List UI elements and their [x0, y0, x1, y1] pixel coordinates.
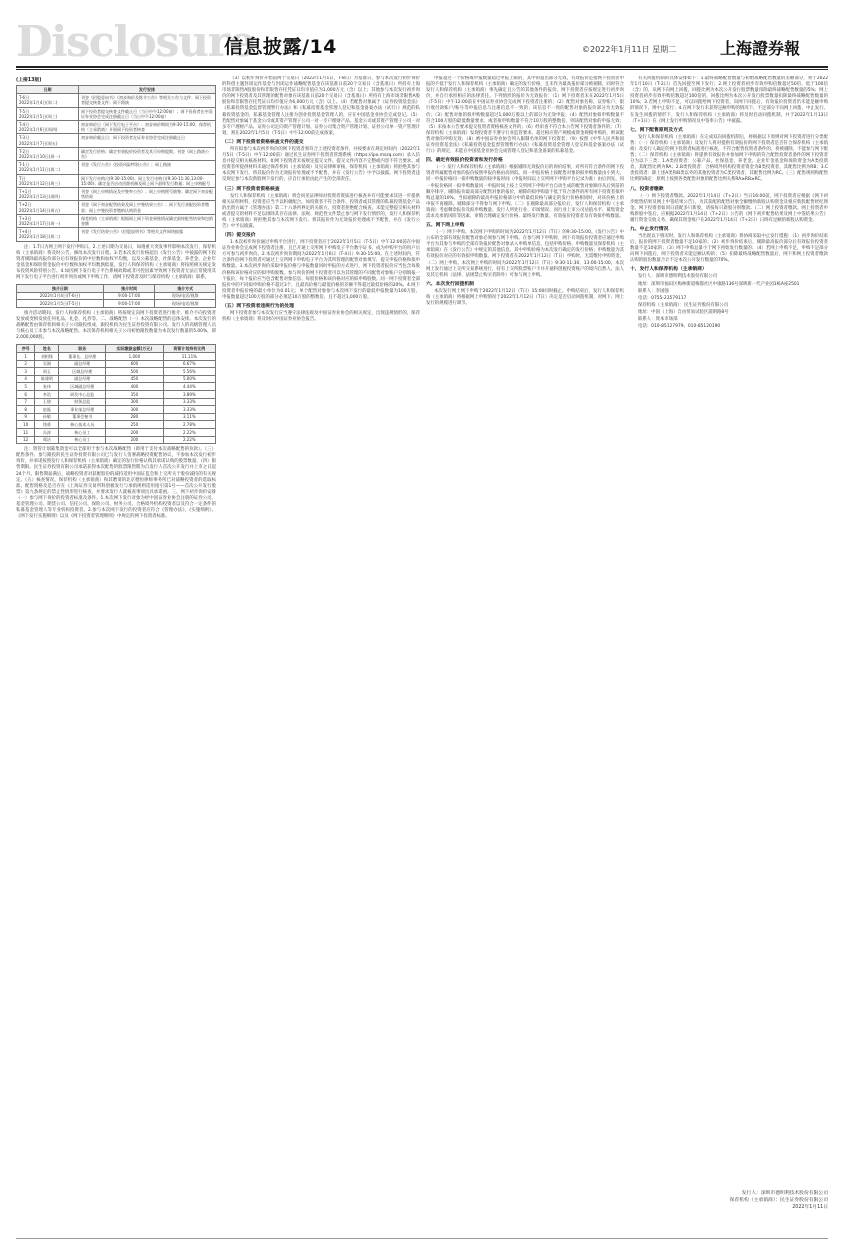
allocation-cell: 事业部总经理 [59, 406, 106, 414]
schedule-cell: T日 2022年1月12日(周三) [17, 174, 79, 187]
allocation-cell: 董事长、总经理 [59, 353, 106, 361]
col2-para-4: 1.本次初步询价通过申购平台进行，网下投资者应于2022年1月5日（T-5日）中午12:00前在中国证券业协会完成网下投资者注册，且已开通上交所网下申购电子平台数字证书，成为申购平台的用户后方可参与初步询价。2.本次初步询价期间为2022年1月6日（T-4日）9:30-15:00。在上述时间内，符合条件的网下投资者可通过上交所网下申购电子平台为其所管理的配售对象填写、提交申报价格和拟申购数量。3.本次初步询价采取申报价格与申报数量同时申报的方式进行，网下投资者报价应当包含每股价格和该价格对应的拟申购股数。参与询价的网下投资者可以为其管理的不同配售对象账户分别填报一个报价，每个报价应当包含配售对象信息、每股价格和该价格对应的拟申购股数。同一网下投资者全部报价中的不同拟申购价格不超过3个，且最高价格与最低价格的差额不得超过最低价格的20%。4.网下投资者申报价格的最小单位为0.01元；单个配售对象参与本次网下发行的最低申报数量为100万股，申报数量超过100万股的部分必须是10万股的整数倍，且不超过1,000万股。 [222, 240, 420, 300]
schedule-cell: 刊登《网下初步配售结果及网上中签结果公告》；网下发行获配投资者缴款；网上中签投资者缴纳认购资金 [79, 201, 216, 214]
footer-rule [16, 1238, 828, 1239]
issuer-phone: 电话：0755-23579117 [638, 295, 687, 301]
allocation-cell: 6 [17, 391, 35, 399]
signature-issuer: 发行人：深圳市德明利技术股份有限公司 [741, 1191, 828, 1196]
allocation-row [17, 406, 216, 414]
issuer-name: 发行人：深圳市德明利技术股份有限公司 [638, 274, 718, 280]
allocation-cell: 吴刚 [35, 360, 59, 368]
allocation-cell: 区域副总经理 [59, 383, 106, 391]
allocation-cell: 赵磊 [35, 406, 59, 414]
column-2 [222, 76, 420, 1226]
schedule-cell: 保荐机构（主承销商）根据网上网下资金到账情况确定最终配售结果和包销金额 [79, 214, 216, 227]
allocation-cell: 3.33% [163, 398, 215, 406]
roadshow-cell: 9:00-17:00 [103, 300, 155, 308]
allocation-row [17, 383, 216, 391]
schedule-row [17, 188, 216, 201]
schedule-cell: 刊登《招股意向书》《初步询价及推介公告》等相关公告与文件；网下投资者提交核查文件；网下路演 [79, 94, 216, 107]
allocation-cell: 7 [17, 398, 35, 406]
schedule-cell: T+2日 2022年1月14日(周五) [17, 201, 79, 214]
allocation-cell: 12 [17, 436, 35, 444]
col4-heading-4: 十、发行人和保荐机构（主承销商） [630, 267, 707, 273]
allocation-cell: 区域总经理 [59, 368, 106, 376]
newspaper-name: 上海證券報 [720, 39, 801, 58]
allocation-cell: 9 [17, 413, 35, 421]
alloc-col-name: 姓名 [35, 345, 59, 353]
roadshow-cell: 现场/电话/视频 [155, 300, 216, 308]
schedule-row [17, 201, 216, 214]
schedule-cell: T-5日 2022年1月5日(周三) [17, 107, 79, 120]
allocation-cell: 核心员工 [59, 429, 106, 437]
col2-heading-1: （二）网下投资者资格核查文件的提交 [222, 139, 304, 145]
allocation-cell: 5.00% [163, 375, 215, 383]
schedule-row [17, 228, 216, 241]
schedule-row [17, 134, 216, 147]
col4-para-4: 当出现以下情况时，发行人和保荐机构（主承销商）将协商采取中止发行措施：（1）初步询价结束后，报价的网下投资者数量不足10家的；（2）初步询价结束后，剔除最高报价部分后有效报价投资者数量不足10家的；（3）网下申购总量小于网下初始发行数量的；（4）若网上申购不足，申购不足部分向网下回拨后，网下投资者未能足额认购的；（5）扣除最终战略配售数量后，网下和网上投资者缴款认购的股份数量合计不足本次公开发行数量的70%。 [630, 233, 828, 264]
issuer-address: 地址：深圳市福田区梅林街道梅都社区中康路136号深圳新一代产业园1栋A座2501 [638, 281, 800, 287]
column-1 [16, 76, 216, 1226]
allocation-cell: 350 [106, 391, 164, 399]
header-rule-thin [16, 69, 828, 70]
allocation-cell: 200 [106, 429, 164, 437]
allocation-cell: 1,000 [106, 353, 164, 361]
schedule-notes: 注：1.T日为网上网下发行申购日。2.上述日期为交易日，如遇重大突发事件影响本次发行，保荐机构（主承销商）将及时公告，修改本次发行日程。3.若本次发行价格超出《发行公告》中披露的网下投资者剔除最高报价部分后有效报价的中位数和加权平均数，以及公募基金、社保基金、养老金、企业年金基金和保险资金报价中位数和加权平均数孰低值，发行人和保荐机构（主承销商）将按照相关规定发布投资风险特别公告。4.如因网下发行电子平台系统故障或非可控因素导致网下投资者无法正常使用其网下发行电子平台进行初步询价或网下申购工作，请网下投资者及时与保荐机构（主承销商）联系。 [16, 244, 216, 281]
allocation-cell: 钱勇 [35, 421, 59, 429]
allocation-cell: 核心员工 [59, 436, 106, 444]
schedule-cell: 网下发行申购日(9:30-15:00)；网上发行申购日(9:30-11:30,13:00-15:00)；确定是否启动回拨机制及网上网下最终发行数量；网上申购配号 [79, 174, 216, 187]
allocation-cell: 10 [17, 421, 35, 429]
allocation-cell: 3.33% [163, 406, 215, 414]
allocation-cell: 副总经理 [59, 360, 106, 368]
allocation-cell: 11 [17, 429, 35, 437]
allocation-cell: 财务总监 [59, 398, 106, 406]
schedule-cell: T+4日 2022年1月18日(周二) [17, 228, 79, 241]
allocation-cell: 6.67% [163, 360, 215, 368]
allocation-cell: 2 [17, 360, 35, 368]
allocation-cell: 核心技术人员 [59, 421, 106, 429]
strategic-placement-text: 推介活动期间，发行人和保荐机构（主承销商）将按规定向网下投资者进行推介，推介不向投资者发放或变相发放任何礼品、礼金、礼券等。二、战略配售（一）本次战略配售的总体安排。本次发行的战略配售由保荐机构相关子公司跟投组成，跟投机构为民生证券投资有限公司。发行人的高级管理人员与核心员工未参与本次战略配售。本次保荐机构相关子公司初始跟投数量为本次发行数量的5.00%，即2,000,000股。 [16, 311, 216, 341]
allocation-cell: 王倩 [35, 398, 59, 406]
sponsor-contact: 联系人：资本市场部 [638, 317, 678, 322]
sponsor-address: 地址：中国（上海）自由贸易试验区浦明路8号 [638, 309, 729, 315]
offline-inquiry-text: 注：资管计划募集资金可以全部用于参与本次战略配售（即用于支付本次战略配售的价款）。（三）配售条件。参与跟投的民生证券投资有限公司已与发行人签署战略投资配售协议，不参加本次发行初步询价，并承诺按照发行人和保荐机构（主承销商）确定的发行价格认购其承诺认购的股票数量。（四）限售期限。民生证券投资有限公司承诺获得本次配售的股票限售期为自发行人首次公开发行并上市之日起24个月。限售期届满后，战略投资者对获配股份的减持适用中国证监会和上交所关于股份减持的有关规定。（五）核查情况。保荐机构（主承销商）和其聘请的北京德恒律师事务所已对战略投资者的选取标准、配售资格及是否存在《上海证券交易所科创板发行与承销规则适用指引第1号——首次公开发行股票》第九条规定的禁止性情形进行核查，并要求发行人就核查事项出具承诺函。三、网下初步询价安排（一）参与网下询价的投资者标准及条件。1.本次网下发行对象为经中国证券业协会注册的证券公司、基金管理公司、期货公司、信托公司、保险公司、财务公司、合格境外机构投资者以及符合一定条件的私募基金管理人等专业机构投资者。2.参与本次网下发行的投资者应符合《管理办法》、《实施细则》、《网下发行实施细则》以及《网下投资者管理细则》中规定的网下投资者标准。 [16, 447, 216, 520]
allocation-cell: 280 [106, 413, 164, 421]
schedule-row [17, 107, 216, 120]
allocation-cell: 5.56% [163, 368, 215, 376]
allocation-cell: 300 [106, 406, 164, 414]
col4-heading-2: 八、投资者缴款 [630, 186, 664, 192]
roadshow-cell: 9:00-17:00 [103, 292, 155, 300]
col2-para-2: 所有拟参与本次初步询价的网下投资者须符合上述投资者条件，并按要求在规定时间内（2022年1月5日（T-5日）中午12:00前）通过民生证券网下投资者管理系统（https://ipo.mszq.com）录入信息并提交相关核查材料。如网下投资者未按规定提交文件、提交文件内容不完整或内容不符合要求、或投资者所提供材料未通过保荐机构（主承销商）及见证律师审核，保荐机构（主承销商）将拒绝其参与本次网下发行、将其报价作为无效报价处理或不予配售，并在《发行公告》中予以披露。网下投资者违反规定参与本次新股网下发行的，应自行承担由此产生的全部责任。 [222, 146, 420, 183]
schedule-cell: T-2日 2022年1月10日(周一) [17, 147, 79, 160]
sponsor-phone: 电话：010-85127979、010-85120190 [638, 324, 721, 330]
col2-para-3: 发行人和保荐机构（主承销商）将会同见证律师对投资者资质进行核查并有可能要求其进一步提供相关证明材料，投资者应当予以积极配合。如投资者不符合条件、投资者或其管理的私募投资基金产品的出资方属于《管理办法》第二十六条所界定的关联方、投资者拒绝配合核查、未能完整提交相关材料或者提交的材料不足以排除其存在法律、法规、规范性文件禁止参与网下发行情形的，发行人和保荐机构（主承销商）将拒绝其参与本次网下发行、将其报价作为无效报价处理或不予配售，并在《发行公告》中予以披露。 [222, 193, 420, 229]
col4-heading-1: 七、网下配售原则及方式 [630, 127, 683, 133]
schedule-table [16, 85, 216, 242]
col3-para-4: 本次发行网上网下申购于2022年1月12日（T日）15:00同时截止。申购结束后，发行人和保荐机构（主承销商）将根据网上申购情况于2022年1月12日（T日）决定是否启动回拨机制，对网下、网上发行的规模进行调节。 [426, 288, 624, 306]
col4-para-1: 有关回拨机制的具体安排如下：1.最终战略配售数量与初始战略配售数量的差额部分，将于2022年1月10日（T-2日）首先回拨至网下发行；2.网上投资者初步有效申购倍数超过50倍、低于100倍（含）的，从网下向网上回拨，回拨比例为本次公开发行股票数量扣除最终战略配售数量的5%；网上投资者初步有效申购倍数超过100倍的，回拨比例为本次公开发行股票数量扣除最终战略配售数量的10%；3.若网上申购不足，可以回拨给网下投资者，向网下回拨后，有效报价投资者仍未能足额申购的情况下，则中止发行；4.在网下发行未获得足额申购的情况下，不足部分不向网上回拨，中止发行。在发生回拨的情形下，发行人和保荐机构（主承销商）将及时启动回拨机制，并于2022年1月13日（T+1日）在《网上发行申购情况及中签率公告》中披露。 [630, 76, 828, 124]
schedule-row [17, 214, 216, 227]
sponsor-name: 保荐机构（主承销商）：民生证券股份有限公司 [638, 302, 729, 308]
allocation-cell: 冯涛 [35, 429, 59, 437]
allocation-cell: 陈建明 [35, 375, 59, 383]
col3-heading-1: 四、确定有效报价投资者和发行价格 [426, 158, 503, 164]
schedule-row [17, 147, 216, 160]
schedule-cell: T-6日 2022年1月4日(周二) [17, 94, 79, 107]
schedule-cell: 刊登《发行结果公告》《招股说明书》等相关文件网络披露 [79, 228, 216, 241]
allocation-cell: 450 [106, 375, 164, 383]
allocation-row [17, 360, 216, 368]
allocation-cell: 2.78% [163, 421, 215, 429]
allocation-cell: 300 [106, 398, 164, 406]
allocation-cell: 3 [17, 368, 35, 376]
allocation-row [17, 436, 216, 444]
allocation-row [17, 391, 216, 399]
schedule-row [17, 94, 216, 107]
roadshow-cell: 现场/电话/视频 [155, 292, 216, 300]
col2-para-1: （3）以初步询价开始前两个交易日（2022年1月1日，T-8日）为基准日，参与本次发行初步询价的科创主题封闭运作基金与封闭运作战略配售基金在该基准日前20个交易日（含基准日）所持有上海市场非限售A股股份和非限售存托凭证日均市值应为1,000万元（含）以上；其他参与本次发行初步询价的网下投资者及其管理的配售对象在该基准日前20个交易日（含基准日）所持有上海市场非限售A股股份和非限售存托凭证日均市值应为6,000万元（含）以上。（4）若配售对象属于《证券投资基金法》《私募投资基金监督管理暂行办法》和《私募投资基金管理人登记和基金备案办法（试行）》规范的私募投资基金的，私募基金管理人注册为创业投资基金管理人的，应在中国基金业协会完成登记。（5）若配售对象属于基金公司或其资产管理子公司一对一专户理财产品、基金公司或其资产管理子公司一对多专户理财产品、证券公司定向资产管理计划、证券公司集合资产管理计划、证券公司单一资产管理计划，须在2022年1月5日（T-5日）中午12:00前完成备案。 [222, 76, 420, 136]
allocation-cell: 11.11% [163, 353, 215, 361]
roadshow-col-date: 推介日期 [17, 285, 104, 293]
col2-para-5: 网下投资者参与本次发行应当遵守法律法规及中国证券业协会的相关规定，出现违规情形的，保荐机构（主承销商）将及时向中国证券业协会报告。 [222, 311, 420, 323]
allocation-cell: 4.44% [163, 383, 215, 391]
allocation-cell: 400 [106, 383, 164, 391]
header-rule [16, 66, 828, 68]
schedule-cell: 网下投资者提交核查文件截止日（当日中午12:00前）；网下投资者在中国证券业协会完成注册截止日（当日中午12:00前） [79, 107, 216, 120]
allocation-cell: 4 [17, 375, 35, 383]
column-4 [630, 76, 828, 1186]
allocation-cell: 250 [106, 421, 164, 429]
schedule-col-plan: 发行安排 [79, 86, 216, 94]
roadshow-row [17, 300, 216, 308]
allocation-row [17, 413, 216, 421]
allocation-cell: 600 [106, 360, 164, 368]
allocation-cell: 研发中心总监 [59, 391, 106, 399]
issue-date: ©2022年1月11日 星期二 [582, 45, 677, 54]
brand-logo: Disclosure [16, 17, 255, 66]
col2-heading-4: （五）网下投资者违规行为的处理 [222, 304, 294, 309]
allocation-cell: 2.22% [163, 436, 215, 444]
signature-block [634, 1190, 828, 1211]
roadshow-table [16, 284, 216, 308]
allocation-row [17, 398, 216, 406]
table-caption: (上接13版) [16, 78, 42, 83]
roadshow-col-method: 推介方式 [155, 285, 216, 293]
col4-para-2: 发行人和保荐机构（主承销商）在完成双向回拨机制后，将根据以下原则对网下投资者进行分类配售：（一）保荐机构（主承销商）及发行人将对提供有效报价的网下投资者是否符合保荐机构（主承销商）及发行人确定的网下投资者标准进行核查，不符合配售投资者条件的，将被剔除，不能参与网下配售；（二）保荐机构（主承销商）将提供有效报价并参加网下申购的符合配售投资者条件的网下投资者分为以下三类：1.A类投资者：公募产品、社保基金、养老金、企业年金基金和保险资金为A类投资者，其配售比例为RA；2.B类投资者：合格境外机构投资者资金为B类投资者，其配售比例为RB；3.C类投资者：除上述A类和B类以外的其他投资者为C类投资者，其配售比例为RC。（三）配售规则和配售比例的确定：原则上按照各类配售对象的配售比例关系RA≥RB≥RC。 [630, 134, 828, 183]
schedule-cell: T+1日 2022年1月13日(周四) [17, 188, 79, 201]
alloc-col-amount: 实际缴款金额(万元) [106, 345, 164, 353]
col2-heading-3: （四）提交报价 [222, 233, 256, 239]
allocation-cell: 8 [17, 406, 35, 414]
allocation-cell: 李浩 [35, 391, 59, 399]
schedule-col-date: 日期 [17, 86, 79, 94]
col3-heading-3: 六、本次发行回拨机制 [426, 281, 474, 287]
col3-para-3: （一）网下申购。本次网下申购的时间为2022年1月12日（T日）的9:30-15:00。《发行公告》中公布的全部有效报价配售对象必须参与网下申购。在参与网下申购时，网下有效报价投资者应通过申购平台为其参与申购的全部有效报价配售对象录入申购单信息，包括申购价格、申购数量及保荐机构（主承销商）在《发行公告》中规定的其他信息。其中申购价格为本次发行确定的发行价格；申购数量为其有效报价对应的有效拟申购数量。网下投资者在2022年1月12日（T日）申购时，无需缴付申购资金。（二）网上申购。本次网上申购的时间为2022年1月12日（T日）9:30-11:30、13:00-15:00。本次网上发行通过上交所交易系统进行，持有上交所股票账户卡并开通科创板投资账户的境内自然人、法人及其它机构（法律、法规禁止购买者除外）可参与网上申购。 [426, 230, 624, 278]
roadshow-col-time: 推介时间 [103, 285, 155, 293]
roadshow-cell: 2022年1月4日(T-6日) [17, 292, 104, 300]
allocation-cell: 3.11% [163, 413, 215, 421]
section-title: 信息披露/14 [224, 36, 337, 58]
schedule-cell: 初步询价日（网下发行电子平台）；初步询价期间为9:30-15:00；保荐机构（主承销商）开展网下投资者核查 [79, 121, 216, 134]
schedule-row [17, 121, 216, 134]
allocation-row [17, 421, 216, 429]
schedule-cell: T+3日 2022年1月17日(周一) [17, 214, 79, 227]
col2-heading-2: （三）网下投资者资格核查 [222, 186, 280, 192]
allocation-row [17, 429, 216, 437]
schedule-cell: 初步询价截止日；网下投资者在证券业协会完成注册截止日 [79, 134, 216, 147]
col3-para-1: 申报超过一个价格或申报数量超过申报上限的，其中的超出部分无效。有效报价是指网下投资者申报的不低于发行人和保荐机构（主承销商）确定的发行价格，且未作为最高报价部分被剔除，同时符合发行人和保荐机构（主承销商）事先确定且公告的其他条件的报价。网下投资者应按规定进行初步询价，并自行承担相应的法律责任。下列情形的报价为无效报价：（1）网下投资者未在2022年1月5日（T-5日）中午12:00前在中国证券业协会完成网下投资者注册的；（2）配售对象名称、证券账户、银行收付款账户/账号等申报信息与注册信息不一致的；该信息不一致的配售对象的报价部分为无效报价；（3）配售对象的拟申购数量超过1,000万股以上的部分为无效申报；（4）配售对象拟申购数量不符合100万股的最低数量要求，或者拟申购数量不符合10万股的整数倍，则该配售对象的申报无效；（5）未按本公告要求提交投资者资格核查文件的；（6）经审查不符合本公告网下投资者条件的；（7）保荐机构（主承销商）发现投资者不遵守行业监管要求、超过相应资产规模或资金规模申购的，则该配售对象的申购无效；（8）被中国证券业协会列入限制名单的网下投资者；（9）按照《中华人民共和国证券投资基金法》《私募投资基金监督管理暂行办法》《私募投资基金管理人登记和基金备案办法（试行）》的规定，未能在中国基金业协会完成管理人登记和基金备案的私募基金。 [426, 76, 624, 155]
signature-date: 2022年1月11日 [792, 1205, 828, 1210]
allocation-cell: 1 [17, 353, 35, 361]
col4-para-3: （一）网下投资者缴款。2022年1月14日（T+2日）当日16:00前，网下投资者应根据《网下初步配售结果及网上中签结果公告》，为其获配的配售对象全额缴纳新股认购资金及相应新股配售经纪佣金。网下投资者如同日获配多只新股，请按每只新股分别缴款。（二）网上投资者缴款。网上投资者申购新股中签后，应根据2022年1月14日（T+2日）公告的《网下初步配售结果及网上中签结果公告》履行资金交收义务，确保其资金账户在2022年1月14日（T+2日）日终有足额的新股认购资金。 [630, 193, 828, 223]
masthead [16, 17, 828, 66]
schedule-cell: 刊登《网上申购情况及中签率公告》；网上申购摇号抽签；确定网下初步配售结果 [79, 188, 216, 201]
allocation-row [17, 368, 216, 376]
col3-para-2: （一）发行人和保荐机构（主承销商）根据剔除无效报价后的询价结果，对所有符合条件的网下投资者所属配售对象的报价按照申报价格由高到低、同一申报价格上按配售对象的拟申购数量由小到大、同一申报价格同一拟申购数量的按申报时间（申报时间以上交所网下申购平台记录为准）由后到先、同一申报价格同一拟申购数量同一申报时间上按上交所网下申购平台自动生成的配售对象顺序从后到前的顺序排序，剔除报价最高部分配售对象的报价，剔除的拟申购量不低于符合条件的所有网下投资者拟申购总量的10%。当拟剔除的最高申报价格部分中的最低价格与确定的发行价格相同时，对该价格上的申报不再剔除。剔除部分不得参与网下申购。（二）在剔除最高部分报价后，发行人和保荐机构（主承销商）考虑剩余报价及拟申购数量、发行人所处行业、市场情况、同行业上市公司估值水平、募集资金需求及承销风险等因素，审慎合理确定发行价格、最终发行数量、有效报价投资者及有效拟申购数量。 [426, 165, 624, 219]
signature-sponsor: 保荐机构（主承销商）：民生证券股份有限公司 [729, 1198, 828, 1203]
schedule-cell: 确定发行价格；确定有效报价投资者及其可申购股数；刊登《网上路演公告》 [79, 147, 216, 160]
alloc-col-title: 职务 [59, 345, 106, 353]
schedule-cell: T-4日 2022年1月6日(周四) [17, 121, 79, 134]
schedule-cell: T-3日 2022年1月7日(周五) [17, 134, 79, 147]
column-3 [426, 76, 624, 1226]
allocation-cell: 周玉 [35, 368, 59, 376]
allocation-cell: 孙敏 [35, 413, 59, 421]
allocation-cell: 5 [17, 383, 35, 391]
issuer-contact: 联系人：李国强 [638, 288, 669, 294]
alloc-col-no: 序号 [17, 345, 35, 353]
allocation-cell: 副总经理 [59, 375, 106, 383]
col4-heading-3: 九、中止发行情况 [630, 226, 669, 232]
allocation-table [16, 344, 216, 444]
roadshow-cell: 2022年1月5日(T-5日) [17, 300, 104, 308]
allocation-cell: 500 [106, 368, 164, 376]
allocation-cell: 2.22% [163, 429, 215, 437]
col3-heading-2: 五、网下网上申购 [426, 223, 465, 229]
schedule-cell: 刊登《发行公告》《投资风险特别公告》；网上路演 [79, 161, 216, 174]
allocation-row [17, 375, 216, 383]
allocation-cell: 董事会秘书 [59, 413, 106, 421]
allocation-row [17, 353, 216, 361]
allocation-cell: 张伟 [35, 383, 59, 391]
schedule-row [17, 161, 216, 174]
roadshow-row [17, 292, 216, 300]
alloc-col-ratio: 资管计划持有比例 [163, 345, 215, 353]
allocation-cell: 郑洁 [35, 436, 59, 444]
schedule-cell: T-1日 2022年1月11日(周二) [17, 161, 79, 174]
allocation-cell: 200 [106, 436, 164, 444]
allocation-cell: 3.89% [163, 391, 215, 399]
allocation-cell: 刘相锋 [35, 353, 59, 361]
schedule-row [17, 174, 216, 187]
